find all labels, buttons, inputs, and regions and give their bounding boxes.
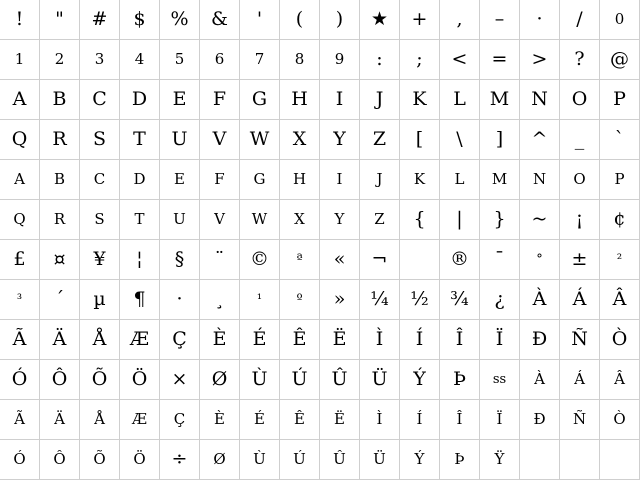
glyph-cell[interactable]: À [520, 360, 560, 400]
glyph-cell[interactable]: ¡ [560, 200, 600, 240]
glyph-cell[interactable]: T [120, 200, 160, 240]
glyph-cell[interactable]: Y [320, 200, 360, 240]
glyph-cell[interactable]: ¨ [200, 240, 240, 280]
glyph-cell[interactable]: £ [0, 240, 40, 280]
glyph-cell[interactable]: Í [400, 400, 440, 440]
glyph-cell[interactable]: ss [480, 360, 520, 400]
glyph-cell[interactable]: E [160, 160, 200, 200]
glyph-cell[interactable]: Û [320, 360, 360, 400]
glyph-cell[interactable]: Û [320, 440, 360, 480]
glyph-cell[interactable]: Ô [40, 440, 80, 480]
glyph-cell[interactable]: ¤ [40, 240, 80, 280]
glyph-cell[interactable]: M [480, 80, 520, 120]
glyph-cell[interactable]: Ï [480, 320, 520, 360]
glyph-cell[interactable]: W [240, 200, 280, 240]
glyph-cell[interactable]: ^ [520, 120, 560, 160]
glyph-cell[interactable]: K [400, 160, 440, 200]
glyph-cell[interactable]: Ü [360, 360, 400, 400]
glyph-cell[interactable]: Ñ [560, 320, 600, 360]
glyph-cell[interactable]: ª [280, 240, 320, 280]
glyph-cell[interactable]: É [240, 400, 280, 440]
glyph-cell[interactable]: Z [360, 200, 400, 240]
glyph-cell[interactable]: Ÿ [480, 440, 520, 480]
glyph-cell[interactable]: Ò [600, 320, 640, 360]
glyph-cell[interactable]: ¹ [240, 280, 280, 320]
glyph-cell[interactable]: G [240, 160, 280, 200]
glyph-cell[interactable]: È [200, 320, 240, 360]
glyph-cell[interactable]: Ñ [560, 400, 600, 440]
glyph-cell[interactable]: ´ [40, 280, 80, 320]
glyph-cell[interactable]: / [560, 0, 600, 40]
glyph-cell[interactable]: V [200, 200, 240, 240]
glyph-cell[interactable]: T [120, 120, 160, 160]
glyph-cell[interactable]: Ò [600, 400, 640, 440]
glyph-cell[interactable]: ¶ [120, 280, 160, 320]
glyph-cell[interactable]: Ï [480, 400, 520, 440]
glyph-cell[interactable]: Á [560, 360, 600, 400]
glyph-cell[interactable]: Ê [280, 320, 320, 360]
glyph-cell[interactable]: 7 [240, 40, 280, 80]
glyph-cell[interactable]: ` [600, 120, 640, 160]
glyph-cell[interactable]: E [160, 80, 200, 120]
glyph-cell[interactable]: S [80, 200, 120, 240]
glyph-cell[interactable]: R [40, 120, 80, 160]
glyph-cell[interactable]: ) [320, 0, 360, 40]
glyph-cell[interactable]: Ó [0, 360, 40, 400]
glyph-cell[interactable]: Ý [400, 360, 440, 400]
glyph-cell[interactable]: × [160, 360, 200, 400]
glyph-cell[interactable]: M [480, 160, 520, 200]
glyph-cell[interactable]: | [440, 200, 480, 240]
glyph-cell[interactable]: , [440, 0, 480, 40]
glyph-cell[interactable]: µ [80, 280, 120, 320]
glyph-cell[interactable]: Ë [320, 320, 360, 360]
glyph-cell[interactable]: Î [440, 320, 480, 360]
glyph-cell[interactable]: § [160, 240, 200, 280]
glyph-cell[interactable]: © [240, 240, 280, 280]
glyph-cell[interactable]: Ð [520, 400, 560, 440]
glyph-cell[interactable]: & [200, 0, 240, 40]
glyph-cell[interactable]: ® [440, 240, 480, 280]
glyph-cell[interactable]: Å [80, 400, 120, 440]
glyph-cell[interactable]: Â [600, 280, 640, 320]
glyph-cell[interactable]: Ç [160, 400, 200, 440]
glyph-cell[interactable]: ¢ [600, 200, 640, 240]
glyph-cell[interactable]: Ä [40, 320, 80, 360]
glyph-cell[interactable]: Ä [40, 400, 80, 440]
glyph-cell[interactable]: G [240, 80, 280, 120]
glyph-cell[interactable]: Ô [40, 360, 80, 400]
glyph-cell[interactable]: È [200, 400, 240, 440]
glyph-cell-empty[interactable] [560, 440, 600, 480]
glyph-cell[interactable]: L [440, 80, 480, 120]
glyph-cell[interactable]: ] [480, 120, 520, 160]
glyph-cell[interactable]: Z [360, 120, 400, 160]
glyph-cell[interactable]: ★ [360, 0, 400, 40]
glyph-cell[interactable]: N [520, 80, 560, 120]
glyph-cell[interactable]: Ú [280, 360, 320, 400]
glyph-cell[interactable]: V [200, 120, 240, 160]
glyph-cell[interactable]: P [600, 160, 640, 200]
glyph-cell[interactable]: ; [400, 40, 440, 80]
glyph-cell[interactable]: Í [400, 320, 440, 360]
glyph-cell[interactable]: K [400, 80, 440, 120]
glyph-cell[interactable]: Ë [320, 400, 360, 440]
glyph-cell[interactable]: ~ [520, 200, 560, 240]
glyph-cell[interactable]: X [280, 200, 320, 240]
glyph-cell[interactable]: + [400, 0, 440, 40]
glyph-cell[interactable]: ½ [400, 280, 440, 320]
glyph-cell[interactable]: [ [400, 120, 440, 160]
glyph-cell[interactable]: 6 [200, 40, 240, 80]
glyph-cell[interactable]: F [200, 160, 240, 200]
glyph-cell[interactable]: Ö [120, 360, 160, 400]
glyph-cell[interactable]: S [80, 120, 120, 160]
glyph-cell[interactable]: U [160, 120, 200, 160]
glyph-cell[interactable]: Å [80, 320, 120, 360]
glyph-cell[interactable]: Õ [80, 440, 120, 480]
glyph-cell[interactable]: ! [0, 0, 40, 40]
glyph-cell[interactable]: W [240, 120, 280, 160]
glyph-cell[interactable]: Ø [200, 440, 240, 480]
glyph-cell[interactable]: F [200, 80, 240, 120]
glyph-cell[interactable]: « [320, 240, 360, 280]
glyph-cell[interactable]: N [520, 160, 560, 200]
glyph-cell[interactable]: = [480, 40, 520, 80]
glyph-cell[interactable]: Ã [0, 320, 40, 360]
glyph-cell[interactable]: ? [560, 40, 600, 80]
glyph-cell[interactable]: · [160, 280, 200, 320]
glyph-cell[interactable]: Õ [80, 360, 120, 400]
glyph-cell[interactable]: ° [520, 240, 560, 280]
glyph-cell[interactable]: A [0, 160, 40, 200]
glyph-cell[interactable]: H [280, 160, 320, 200]
glyph-cell[interactable]: ¸ [200, 280, 240, 320]
glyph-cell[interactable]: ¯ [480, 240, 520, 280]
glyph-cell[interactable]: J [360, 80, 400, 120]
glyph-cell[interactable]: Ù [240, 440, 280, 480]
glyph-cell[interactable]: Â [600, 360, 640, 400]
glyph-cell[interactable]: 9 [320, 40, 360, 80]
glyph-cell[interactable]: O [560, 160, 600, 200]
glyph-cell[interactable]: » [320, 280, 360, 320]
glyph-cell[interactable]: D [120, 160, 160, 200]
glyph-cell-empty[interactable] [520, 440, 560, 480]
glyph-cell[interactable]: Ý [400, 440, 440, 480]
glyph-cell[interactable]: º [280, 280, 320, 320]
glyph-cell[interactable]: Q [0, 120, 40, 160]
glyph-cell[interactable]: 1 [0, 40, 40, 80]
glyph-cell[interactable]: · [520, 0, 560, 40]
glyph-cell[interactable]: $ [120, 0, 160, 40]
glyph-cell[interactable]: Ç [160, 320, 200, 360]
glyph-cell[interactable]: ¼ [360, 280, 400, 320]
glyph-cell[interactable]: " [40, 0, 80, 40]
glyph-cell[interactable]: # [80, 0, 120, 40]
glyph-cell[interactable]: ¾ [440, 280, 480, 320]
glyph-cell[interactable]: Î [440, 400, 480, 440]
glyph-cell[interactable]: Ø [200, 360, 240, 400]
glyph-cell[interactable]: Ð [520, 320, 560, 360]
glyph-cell[interactable]: ² [600, 240, 640, 280]
glyph-cell[interactable]: Ì [360, 320, 400, 360]
glyph-cell[interactable]: Þ [440, 440, 480, 480]
glyph-cell[interactable]: H [280, 80, 320, 120]
glyph-cell[interactable]: Ö [120, 440, 160, 480]
glyph-cell[interactable]: Ì [360, 400, 400, 440]
glyph-cell[interactable]: 2 [40, 40, 80, 80]
glyph-cell[interactable]: I [320, 80, 360, 120]
glyph-cell[interactable]: Æ [120, 320, 160, 360]
glyph-cell[interactable]: A [0, 80, 40, 120]
glyph-cell[interactable]: Ê [280, 400, 320, 440]
glyph-cell[interactable]: 5 [160, 40, 200, 80]
glyph-cell[interactable]: ³ [0, 280, 40, 320]
glyph-cell[interactable]: ± [560, 240, 600, 280]
glyph-cell[interactable]: ¦ [120, 240, 160, 280]
glyph-cell[interactable]: : [360, 40, 400, 80]
glyph-cell[interactable]: < [440, 40, 480, 80]
glyph-cell[interactable]: 3 [80, 40, 120, 80]
glyph-cell[interactable]: B [40, 160, 80, 200]
glyph-cell[interactable]: @ [600, 40, 640, 80]
glyph-cell[interactable]: 0 [600, 0, 640, 40]
glyph-cell[interactable]: D [120, 80, 160, 120]
glyph-cell[interactable]: L [440, 160, 480, 200]
glyph-cell[interactable]: Ú [280, 440, 320, 480]
glyph-cell[interactable]: 4 [120, 40, 160, 80]
glyph-cell[interactable]: Þ [440, 360, 480, 400]
glyph-cell[interactable]: ' [240, 0, 280, 40]
glyph-cell[interactable]: Y [320, 120, 360, 160]
glyph-cell[interactable]: À [520, 280, 560, 320]
glyph-cell[interactable]: Æ [120, 400, 160, 440]
glyph-cell[interactable]: } [480, 200, 520, 240]
glyph-cell[interactable]: C [80, 80, 120, 120]
glyph-cell[interactable]: > [520, 40, 560, 80]
glyph-cell[interactable]: R [40, 200, 80, 240]
glyph-cell[interactable]: C [80, 160, 120, 200]
glyph-cell[interactable]: ÷ [160, 440, 200, 480]
glyph-cell[interactable]: ¥ [80, 240, 120, 280]
glyph-cell[interactable]: Á [560, 280, 600, 320]
glyph-cell[interactable]: I [320, 160, 360, 200]
glyph-cell[interactable]: Ã [0, 400, 40, 440]
glyph-cell[interactable]: O [560, 80, 600, 120]
glyph-cell[interactable] [400, 240, 440, 280]
glyph-cell[interactable]: – [480, 0, 520, 40]
glyph-cell[interactable]: Ù [240, 360, 280, 400]
glyph-cell[interactable]: B [40, 80, 80, 120]
glyph-cell[interactable]: ¬ [360, 240, 400, 280]
glyph-cell[interactable]: Ó [0, 440, 40, 480]
glyph-cell[interactable]: _ [560, 120, 600, 160]
glyph-cell[interactable]: 8 [280, 40, 320, 80]
glyph-cell-empty[interactable] [600, 440, 640, 480]
glyph-cell[interactable]: ¿ [480, 280, 520, 320]
glyph-cell[interactable]: Q [0, 200, 40, 240]
glyph-cell[interactable]: U [160, 200, 200, 240]
glyph-cell[interactable]: % [160, 0, 200, 40]
glyph-cell[interactable]: { [400, 200, 440, 240]
glyph-cell[interactable]: J [360, 160, 400, 200]
glyph-cell[interactable]: ( [280, 0, 320, 40]
glyph-cell[interactable]: P [600, 80, 640, 120]
glyph-cell[interactable]: \ [440, 120, 480, 160]
glyph-cell[interactable]: É [240, 320, 280, 360]
glyph-cell[interactable]: Ü [360, 440, 400, 480]
glyph-cell[interactable]: X [280, 120, 320, 160]
